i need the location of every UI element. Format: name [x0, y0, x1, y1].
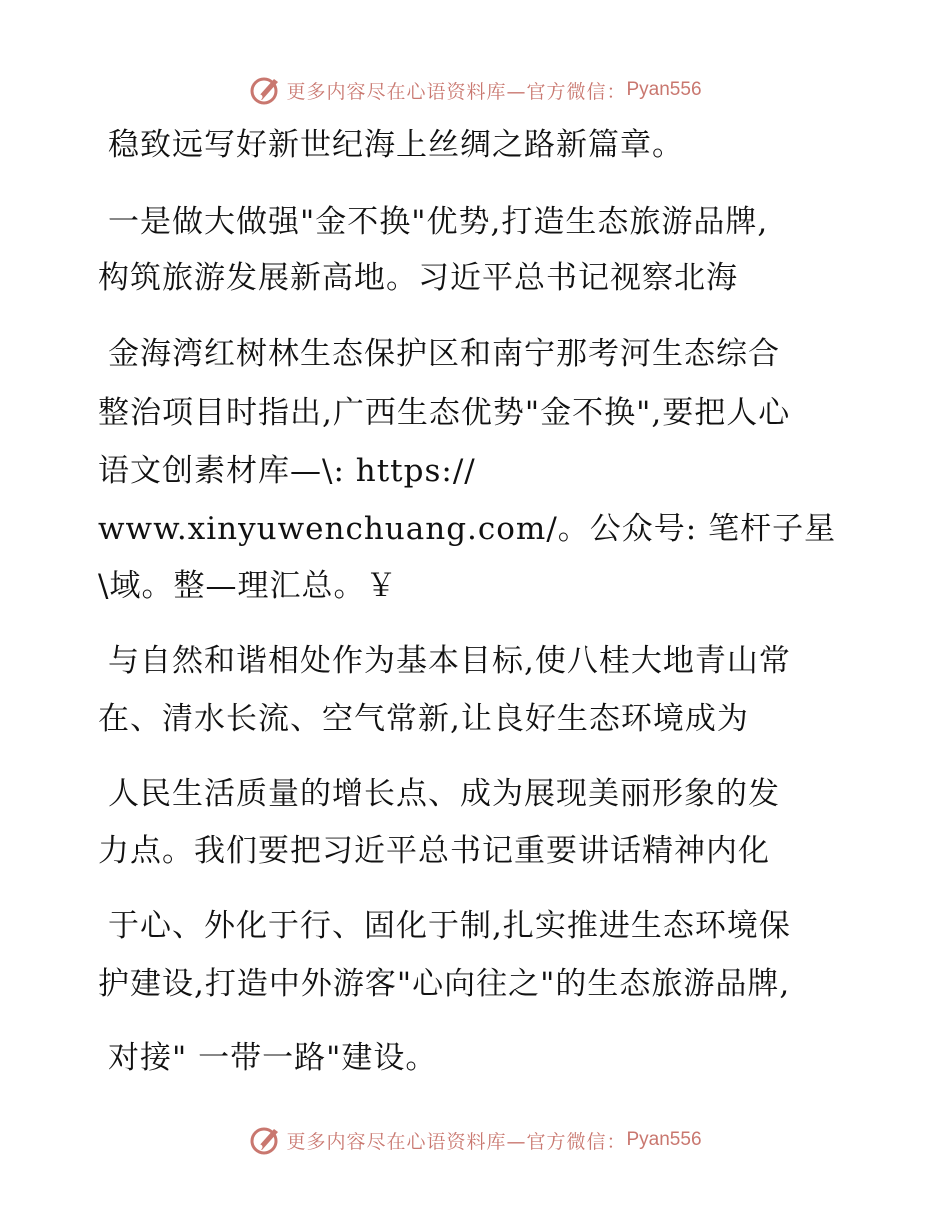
- header-watermark-text: 更多内容尽在心语资料库—官方微信：: [286, 80, 627, 103]
- text-line: www.xinyuwenchuang.com/。公众号: 笔杆子星: [98, 511, 837, 547]
- text-line: 金海湾红树林生态保护区和南宁那考河生态综合: [108, 336, 780, 372]
- text-line: 语文创素材库—\: https://: [98, 453, 476, 489]
- text-line: 在、清水长流、空气常新,让良好生态环境成为: [98, 701, 749, 737]
- header-watermark: [0, 70, 950, 110]
- text-line: 人民生活质量的增长点、成为展现美丽形象的发: [108, 776, 780, 812]
- text-line: 与自然和谐相处作为基本目标,使八桂大地青山常: [108, 643, 791, 679]
- text-line: 整治项目时指出,广西生态优势"金不换",要把人心: [98, 395, 791, 431]
- pen-logo-icon: [248, 73, 282, 107]
- text-line: \域。整—理汇总。￥: [98, 568, 398, 604]
- text-line: 稳致远写好新世纪海上丝绸之路新篇章。: [108, 127, 684, 163]
- text-line: 于心、外化于行、固化于制,扎实推进生态环境保: [108, 908, 791, 944]
- text-line: 对接" 一带一路"建设。: [108, 1040, 438, 1076]
- footer-watermark-text: 更多内容尽在心语资料库—官方微信：: [286, 1130, 627, 1153]
- footer-watermark-handle: Pyan556: [626, 1129, 702, 1150]
- footer-watermark: [0, 1120, 950, 1160]
- pen-logo-icon: [248, 1123, 282, 1157]
- text-line: 构筑旅游发展新高地。习近平总书记视察北海: [98, 260, 738, 296]
- text-line: 护建设,打造中外游客"心向往之"的生态旅游品牌,: [98, 966, 791, 1002]
- header-watermark-handle: Pyan556: [626, 79, 702, 100]
- text-line: 一是做大做强"金不换"优势,打造生态旅游品牌,: [108, 204, 769, 240]
- text-line: 力点。我们要把习近平总书记重要讲话精神内化: [98, 833, 770, 869]
